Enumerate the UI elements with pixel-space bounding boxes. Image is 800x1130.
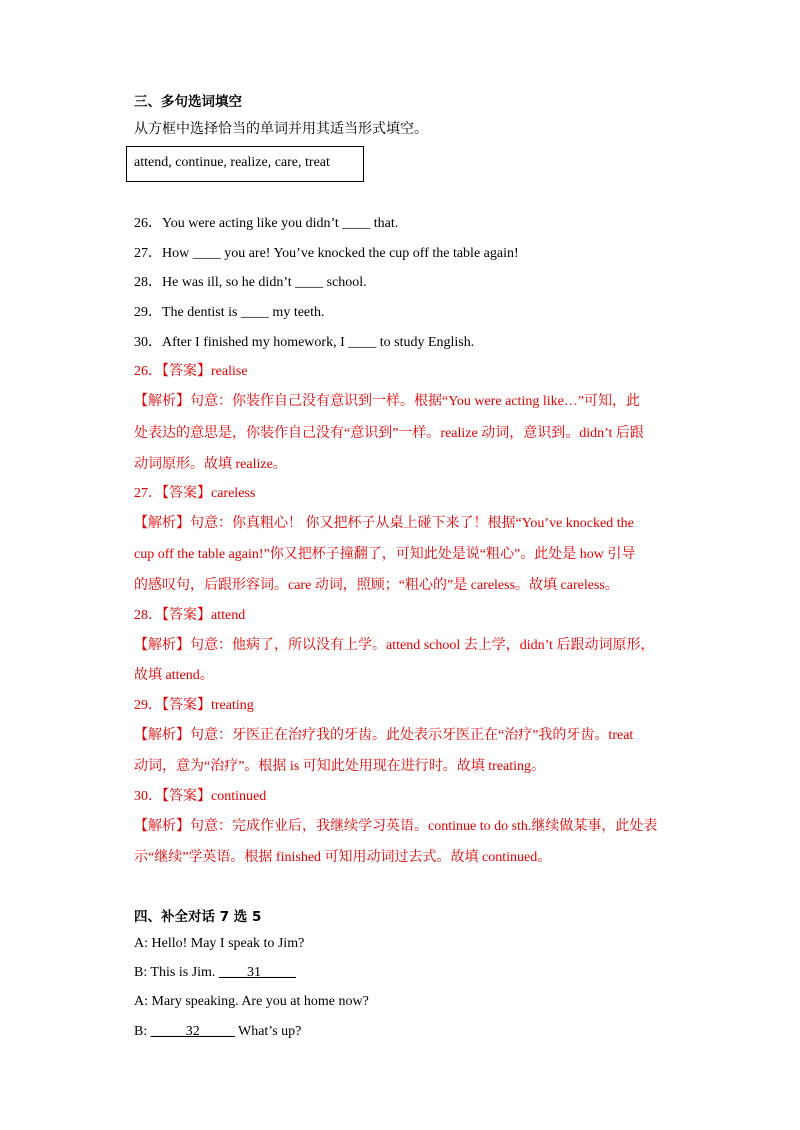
instruction-text: 从方框中选择恰当的单词并用其适当形式填空。 [134, 122, 428, 137]
dialogue-line-2 [134, 963, 296, 983]
answer-26: 26．【答案】realise [134, 364, 248, 379]
word-box-text: attend, continue, realize, care, treat [134, 155, 330, 170]
analysis-27-line-1: 【解析】句意：你真粗心！ 你又把杯子从桌上碰下来了！根据“You’ve knocked the [134, 516, 634, 531]
analysis-28-line-1: 【解析】句意：他病了，所以没有上学。attend school 去上学，didn’t 后跟动词原形， [134, 638, 655, 653]
analysis-30-line-1: 【解析】句意：完成作业后，我继续学习英语。continue to do sth.继续做某事，此处表 [134, 819, 658, 834]
dialogue-line-4-prefix: B: [134, 1024, 151, 1039]
blank-32: _____32_____ [150, 1024, 235, 1039]
question-28: 28．He was ill, so he didn’t ____ school. [134, 275, 367, 290]
analysis-26-line-3: 动词原形。故填 realize。 [134, 457, 287, 472]
analysis-26-line-1: 【解析】句意：你装作自己没有意识到一样。根据“You were acting like…”可知，此 [134, 394, 641, 409]
dialogue-line-2-text: B: This is Jim. [134, 965, 219, 980]
answer-30: 30．【答案】continued [134, 789, 267, 804]
analysis-28-line-2: 故填 attend。 [134, 668, 214, 683]
analysis-29-line-2: 动词，意为“治疗”。根据 is 可知此处用现在进行时。故填 treating。 [134, 759, 546, 774]
word-box [126, 146, 364, 182]
dialogue-line-4-suffix: What’s up? [234, 1024, 302, 1039]
blank-31: ____31_____ [218, 965, 296, 980]
question-27: 27．How ____ you are! You’ve knocked the cup off the table again! [134, 246, 519, 261]
answer-29: 29．【答案】treating [134, 698, 254, 713]
answer-28: 28．【答案】attend [134, 608, 246, 623]
analysis-29-line-1: 【解析】句意：牙医正在治疗我的牙齿。此处表示牙医正在“治疗”我的牙齿。treat [134, 728, 634, 743]
analysis-27-line-3: 的感叹句，后跟形容词。care 动词，照顾；“粗心的”是 careless。故填 careless。 [134, 578, 619, 593]
section-heading-dialogue: 四、补全对话 7 选 5 [134, 909, 262, 925]
analysis-26-line-2: 处表达的意思是，你装作自己没有“意识到”一样。realize 动词，意识到。didn’t 后跟 [134, 426, 644, 441]
dialogue-line-4 [134, 1022, 301, 1042]
question-26: 26．You were acting like you didn’t ____ that. [134, 216, 399, 231]
analysis-30-line-2: 示“继续”学英语。根据 finished 可知用动词过去式。故填 continued。 [134, 850, 552, 865]
dialogue-line-1: A: Hello! May I speak to Jim? [134, 936, 305, 951]
analysis-27-line-2: cup off the table again!”你又把杯子撞翻了，可知此处是说“粗心”。此处是 how 引导 [134, 547, 636, 562]
section-heading: 三、多句选词填空 [134, 94, 242, 110]
question-30: 30．After I finished my homework, I ____ to study English. [134, 335, 475, 350]
question-29: 29．The dentist is ____ my teeth. [134, 305, 325, 320]
answer-27: 27．【答案】careless [134, 486, 256, 501]
dialogue-line-3: A: Mary speaking. Are you at home now? [134, 994, 369, 1009]
